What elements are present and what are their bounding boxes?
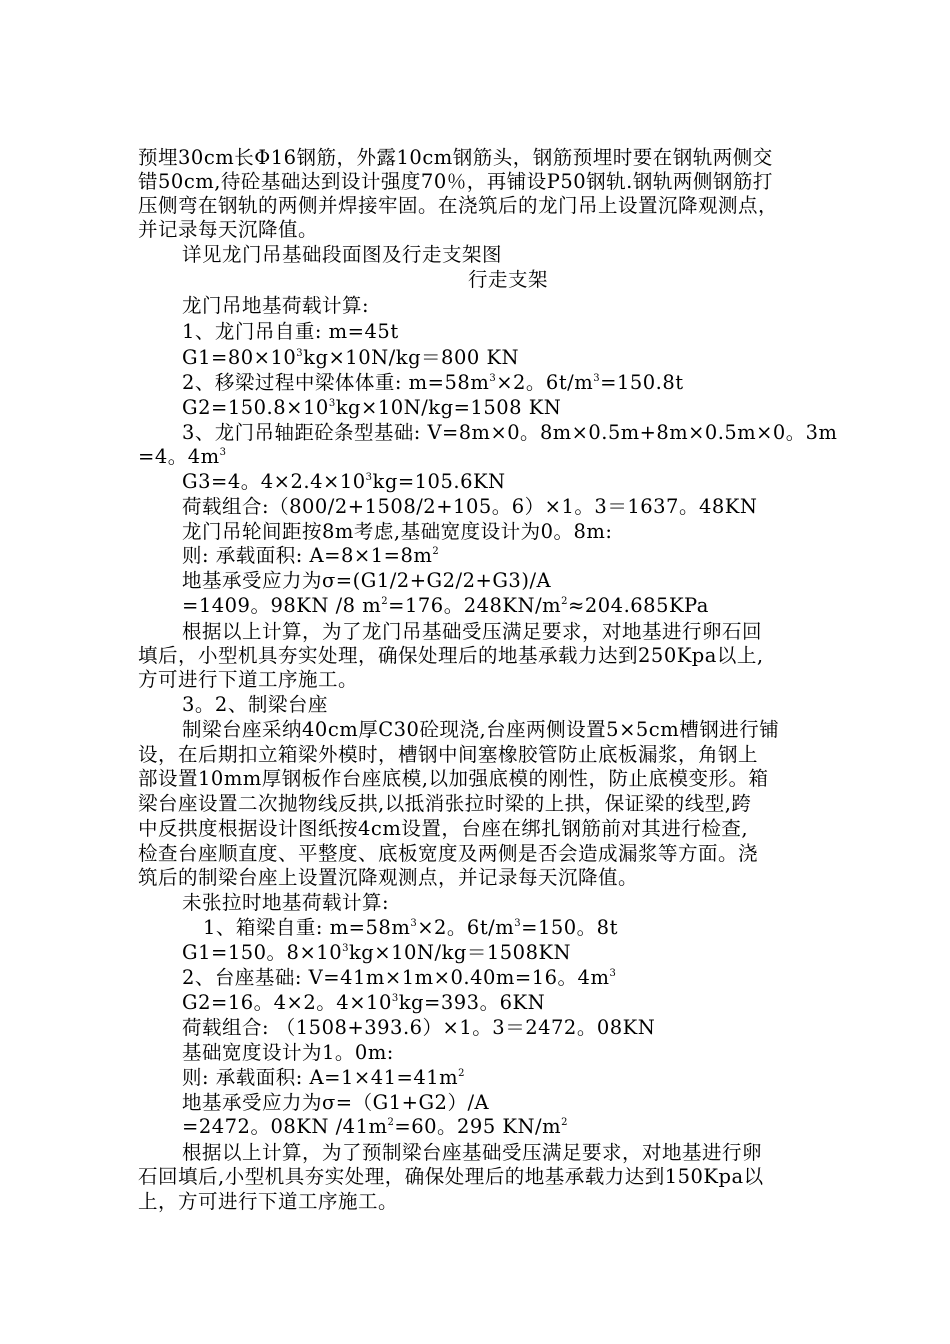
formula-line: 则: 承载面积: $A=1\times 41=41m^2$ xyxy=(182,1066,466,1089)
text-line: 设，在后期扣立箱梁外模时，槽钢中间塞橡胶管防止底板漏浆，角钢上 xyxy=(138,743,759,766)
text-line: 部设置10mm厚钢板作台座底模,以加强底模的刚性，防止底模变形。箱 xyxy=(138,767,769,790)
formula-line: =1409。98KN /8 $m^2=176$。$248KN/m^2\approx 204.685KPa$ xyxy=(182,594,709,617)
text-line: 石回填后,小型机具夯实处理，确保处理后的地基承载力达到150Kpa以 xyxy=(138,1165,764,1188)
text-line: 上，方可进行下道工序施工。 xyxy=(138,1190,399,1213)
text-line: 错50cm,待砼基础达到设计强度70％，再铺设P50钢轨.钢轨两侧钢筋打 xyxy=(138,170,773,193)
formula-line: G1=150。$8\times 10^3kg\times 10N/kg=1508KN$ xyxy=(182,941,572,964)
formula-line: 2、台座基础: V=41m×1m×0.40m=16。$4m^3$ xyxy=(182,966,617,989)
text-line: 方可进行下道工序施工。 xyxy=(138,668,359,691)
figure-caption: 行走支架 xyxy=(468,268,549,291)
text-line: 根据以上计算，为了龙门吊基础受压满足要求，对地基进行卵石回 xyxy=(182,620,763,643)
formula-line: G3=4。$4\times 2.4\times 10^3kg=105.6KN$ xyxy=(182,470,506,493)
text-line: 检查台座顺直度、平整度、底板宽度及两侧是否会造成漏浆等方面。浇 xyxy=(138,842,759,865)
section-heading: 3。2、制梁台座 xyxy=(182,693,328,716)
formula-line: 地基承受应力为σ=(G1/2+G2/2+G3)/A xyxy=(182,569,552,592)
text-line: 中反拱度根据设计图纸按4cm设置，台座在绑扎钢筋前对其进行检查, xyxy=(138,817,749,840)
text-line: 压侧弯在钢轨的两侧并焊接牢固。在浇筑后的龙门吊上设置沉降观测点， xyxy=(138,194,779,217)
section-heading: 未张拉时地基荷载计算: xyxy=(182,891,390,914)
text-line: 龙门吊轮间距按8m考虑,基础宽度设计为0。8m: xyxy=(182,520,613,543)
text-line: 详见龙门吊基础段面图及行走支架图 xyxy=(182,243,503,266)
text-line: 1、龙门吊自重: m=45t xyxy=(182,320,399,343)
formula-line: 地基承受应力为σ=（G1+G2）/A xyxy=(182,1091,490,1114)
text-line: 填后，小型机具夯实处理，确保处理后的地基承载力达到250Kpa以上, xyxy=(138,644,764,667)
text-line: 筑后的制梁台座上设置沉降观测点，并记录每天沉降值。 xyxy=(138,866,639,889)
formula-line: $G2=150.8\times 10^3kg\times 10N/kg=1508$ KN xyxy=(182,396,562,419)
formula-line: =2472。08KN $/41m^2=60$。295 $KN/m^2$ xyxy=(182,1115,568,1138)
formula-line: 3、龙门吊轴距砼条型基础: V=8m×0。8m×0.5m+8m×0.5m×0。3m xyxy=(182,421,838,444)
text-line: 预埋30cm长Φ16钢筋，外露10cm钢筋头，钢筋预埋时要在钢轨两侧交 xyxy=(138,146,773,169)
formula-line: 荷载组合:（800/2+1508/2+105。6）×1。3＝1637。48KN xyxy=(182,495,758,518)
formula-line: 则: 承载面积: $A=8\times 1=8m^2$ xyxy=(182,544,440,567)
formula-line: 1、箱梁自重: $m=58m^3\times 2$。$6t/m^3=150$。8t xyxy=(203,916,618,939)
formula-line: $G1=80\times 10^3kg\times 10N/kg=800$ KN xyxy=(182,346,520,369)
text-line: 基础宽度设计为1。0m: xyxy=(182,1041,394,1064)
text-line: 并记录每天沉降值。 xyxy=(138,218,319,241)
section-heading: 龙门吊地基荷载计算: xyxy=(182,294,370,317)
formula-line: G2=16。4×2。$4\times 10^3kg=393$。6KN xyxy=(182,991,546,1014)
formula-line: 2、移梁过程中梁体体重: $m=58m^3\times 2$。$6t/m^3=150.8t$ xyxy=(182,371,684,394)
text-line: 根据以上计算，为了预制梁台座基础受压满足要求，对地基进行卵 xyxy=(182,1141,763,1164)
formula-line: 荷载组合: （1508+393.6）×1。3＝2472。08KN xyxy=(182,1016,656,1039)
formula-line: =4。$4m^3$ xyxy=(138,445,227,468)
text-line: 制梁台座采纳40cm厚C30砼现浇,台座两侧设置5×5cm槽钢进行铺 xyxy=(182,718,780,741)
text-line: 梁台座设置二次抛物线反拱,以抵消张拉时梁的上拱，保证梁的线型,跨 xyxy=(138,792,752,815)
